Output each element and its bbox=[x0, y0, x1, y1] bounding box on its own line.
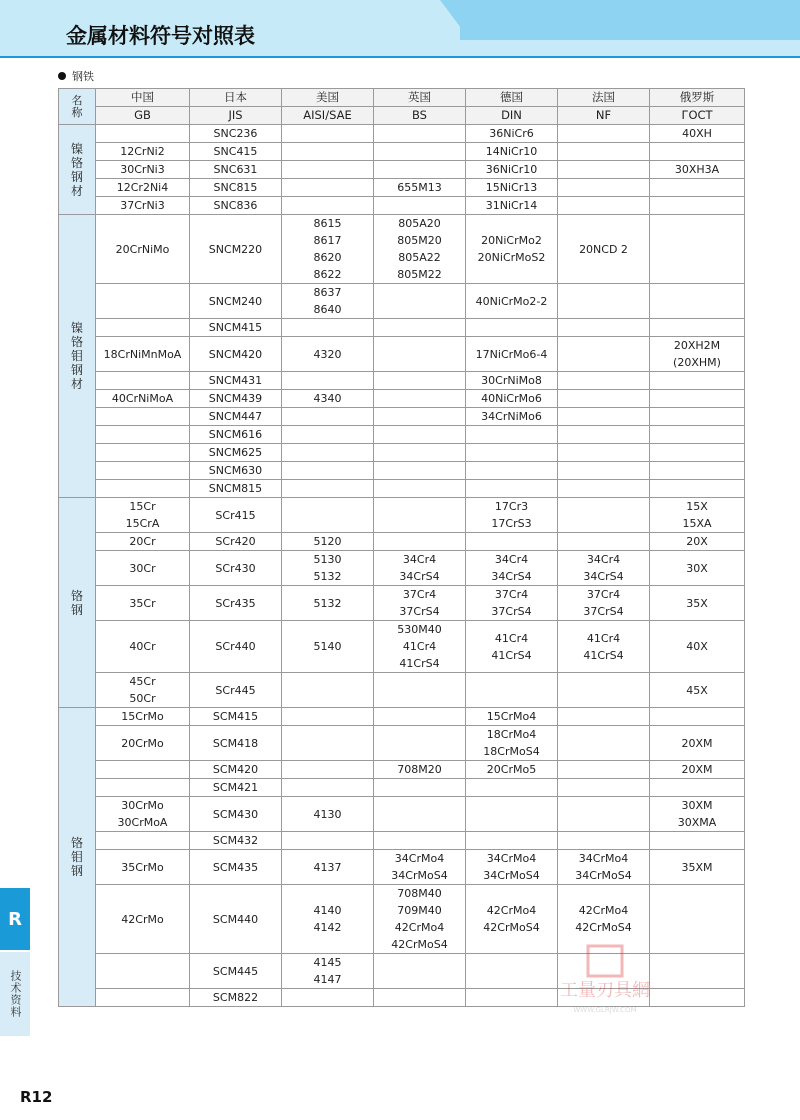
table-cell bbox=[466, 954, 558, 989]
table-row bbox=[59, 533, 745, 551]
table-cell: SNCM625 bbox=[190, 444, 282, 462]
table-cell: 15CrMo bbox=[96, 708, 190, 726]
table-cell: 35XM bbox=[650, 850, 745, 885]
table-cell bbox=[558, 179, 650, 197]
table-cell bbox=[558, 125, 650, 143]
table-cell bbox=[96, 426, 190, 444]
table-cell: 41Cr4 41CrS4 bbox=[466, 621, 558, 673]
table-row bbox=[59, 215, 745, 284]
table-row bbox=[59, 179, 745, 197]
table-cell: SCM418 bbox=[190, 726, 282, 761]
table-row bbox=[59, 408, 745, 426]
table-cell: SCM435 bbox=[190, 850, 282, 885]
table-cell bbox=[558, 480, 650, 498]
table-row bbox=[59, 832, 745, 850]
table-cell bbox=[466, 444, 558, 462]
country-header: 俄罗斯 bbox=[650, 89, 745, 107]
table-cell bbox=[282, 761, 374, 779]
table-cell: SCM822 bbox=[190, 989, 282, 1007]
table-cell: 42CrMo4 42CrMoS4 bbox=[466, 885, 558, 954]
table-cell bbox=[282, 480, 374, 498]
table-cell: 35CrMo bbox=[96, 850, 190, 885]
bullet-icon bbox=[58, 72, 66, 80]
table-cell bbox=[558, 498, 650, 533]
table-row bbox=[59, 779, 745, 797]
table-cell bbox=[374, 954, 466, 989]
table-cell: SNCM815 bbox=[190, 480, 282, 498]
table-cell: SNC415 bbox=[190, 143, 282, 161]
table-cell bbox=[558, 408, 650, 426]
table-cell bbox=[650, 408, 745, 426]
table-cell bbox=[558, 319, 650, 337]
table-cell bbox=[374, 284, 466, 319]
table-cell bbox=[96, 989, 190, 1007]
table-cell: 18CrNiMnMoA bbox=[96, 337, 190, 372]
table-cell bbox=[374, 779, 466, 797]
category-cell: 镍 铬 钢 材 bbox=[59, 125, 96, 215]
table-cell: 30Cr bbox=[96, 551, 190, 586]
table-row bbox=[59, 989, 745, 1007]
header-accent-fill bbox=[460, 0, 800, 40]
table-cell bbox=[374, 726, 466, 761]
country-header: 法国 bbox=[558, 89, 650, 107]
table-cell bbox=[650, 708, 745, 726]
page-number: R12 bbox=[20, 1088, 53, 1106]
table-row bbox=[59, 551, 745, 586]
table-cell bbox=[282, 708, 374, 726]
table-cell bbox=[282, 426, 374, 444]
table-cell: 40X bbox=[650, 621, 745, 673]
side-tab-letter[interactable]: R bbox=[0, 888, 30, 950]
table-cell bbox=[282, 832, 374, 850]
table-cell bbox=[650, 426, 745, 444]
table-cell: SNC836 bbox=[190, 197, 282, 215]
page-title: 金属材料符号对照表 bbox=[66, 24, 255, 48]
table-cell bbox=[282, 498, 374, 533]
table-cell: 5132 bbox=[282, 586, 374, 621]
table-cell bbox=[466, 797, 558, 832]
category-cell: 镍 铬 钼 钢 材 bbox=[59, 215, 96, 498]
table-cell bbox=[374, 797, 466, 832]
table-cell bbox=[650, 390, 745, 408]
table-cell: 30XM 30XMA bbox=[650, 797, 745, 832]
table-cell: SNC236 bbox=[190, 125, 282, 143]
table-cell: 20CrMo bbox=[96, 726, 190, 761]
table-cell: SNCM447 bbox=[190, 408, 282, 426]
table-row bbox=[59, 372, 745, 390]
table-cell bbox=[374, 372, 466, 390]
table-cell: 40Cr bbox=[96, 621, 190, 673]
table-cell: 530M40 41Cr4 41CrS4 bbox=[374, 621, 466, 673]
table-cell bbox=[558, 989, 650, 1007]
table-cell bbox=[466, 319, 558, 337]
table-cell: SNCM240 bbox=[190, 284, 282, 319]
table-cell: 37CrNi3 bbox=[96, 197, 190, 215]
table-cell: SCM421 bbox=[190, 779, 282, 797]
table-cell bbox=[650, 462, 745, 480]
table-cell bbox=[466, 989, 558, 1007]
table-cell: 37Cr4 37CrS4 bbox=[466, 586, 558, 621]
table-cell: 8615 8617 8620 8622 bbox=[282, 215, 374, 284]
side-tab-label bbox=[0, 952, 30, 1036]
table-cell bbox=[374, 989, 466, 1007]
table-row bbox=[59, 284, 745, 319]
table-cell: 5120 bbox=[282, 533, 374, 551]
table-cell bbox=[96, 319, 190, 337]
table-row bbox=[59, 850, 745, 885]
table-body bbox=[59, 125, 745, 1007]
table-cell bbox=[282, 197, 374, 215]
table-cell bbox=[282, 444, 374, 462]
table-cell bbox=[282, 462, 374, 480]
country-header: 英国 bbox=[374, 89, 466, 107]
section-label bbox=[58, 68, 94, 84]
table-cell bbox=[96, 408, 190, 426]
table-cell bbox=[650, 779, 745, 797]
table-cell: SCM432 bbox=[190, 832, 282, 850]
table-cell bbox=[558, 337, 650, 372]
table-cell bbox=[374, 408, 466, 426]
table-cell bbox=[282, 989, 374, 1007]
table-cell: 36NiCr10 bbox=[466, 161, 558, 179]
table-cell bbox=[558, 462, 650, 480]
country-header: 中国 bbox=[96, 89, 190, 107]
table-cell bbox=[558, 832, 650, 850]
table-cell bbox=[650, 319, 745, 337]
table-cell: 31NiCr14 bbox=[466, 197, 558, 215]
table-cell bbox=[558, 533, 650, 551]
table-cell: 40NiCrMo6 bbox=[466, 390, 558, 408]
table-cell: 34CrMo4 34CrMoS4 bbox=[374, 850, 466, 885]
table-cell bbox=[650, 989, 745, 1007]
table-cell bbox=[282, 372, 374, 390]
table-cell: 4320 bbox=[282, 337, 374, 372]
watermark-text: 工量刃具網 bbox=[560, 980, 650, 1001]
table-cell bbox=[282, 408, 374, 426]
standard-header: DIN bbox=[466, 107, 558, 125]
table-cell: 4137 bbox=[282, 850, 374, 885]
table-cell: 18CrMo4 18CrMoS4 bbox=[466, 726, 558, 761]
table-cell bbox=[558, 284, 650, 319]
table-cell bbox=[558, 161, 650, 179]
table-cell: SNCM630 bbox=[190, 462, 282, 480]
table-cell: 36NiCr6 bbox=[466, 125, 558, 143]
table-cell: 5130 5132 bbox=[282, 551, 374, 586]
table-cell bbox=[650, 444, 745, 462]
table-cell: 30CrNi3 bbox=[96, 161, 190, 179]
table-cell bbox=[558, 390, 650, 408]
table-cell bbox=[558, 954, 650, 989]
table-cell bbox=[282, 179, 374, 197]
table-cell: 20X bbox=[650, 533, 745, 551]
table-cell: SNCM439 bbox=[190, 390, 282, 408]
table-cell: 20XH2M (20XHM) bbox=[650, 337, 745, 372]
section-label-text: 钢铁 bbox=[72, 70, 94, 83]
table-cell: 40XH bbox=[650, 125, 745, 143]
category-cell: 铬 钢 bbox=[59, 498, 96, 708]
standard-header: AISI/SAE bbox=[282, 107, 374, 125]
table-cell bbox=[466, 462, 558, 480]
table-cell bbox=[96, 125, 190, 143]
table-cell bbox=[558, 797, 650, 832]
table-row bbox=[59, 444, 745, 462]
table-cell bbox=[374, 533, 466, 551]
table-cell bbox=[650, 197, 745, 215]
table-cell: 30X bbox=[650, 551, 745, 586]
table-cell bbox=[650, 284, 745, 319]
table-row bbox=[59, 319, 745, 337]
table-cell bbox=[558, 726, 650, 761]
table-cell: SCM420 bbox=[190, 761, 282, 779]
table-cell: 15Cr 15CrA bbox=[96, 498, 190, 533]
table-cell: 17Cr3 17CrS3 bbox=[466, 498, 558, 533]
table-cell: 37Cr4 37CrS4 bbox=[558, 586, 650, 621]
table-row bbox=[59, 586, 745, 621]
table-row bbox=[59, 621, 745, 673]
watermark-url: WWW.GLRJW.COM bbox=[573, 1006, 637, 1014]
standard-header: JIS bbox=[190, 107, 282, 125]
name-header: 名 称 bbox=[59, 89, 96, 125]
table-cell: 30CrMo 30CrMoA bbox=[96, 797, 190, 832]
material-symbol-table bbox=[58, 88, 745, 1007]
table-cell bbox=[650, 215, 745, 284]
table-row bbox=[59, 797, 745, 832]
table-cell: 20XM bbox=[650, 761, 745, 779]
table-cell: 20CrMo5 bbox=[466, 761, 558, 779]
table-cell: 34CrMo4 34CrMoS4 bbox=[466, 850, 558, 885]
table-cell: 4130 bbox=[282, 797, 374, 832]
table-row bbox=[59, 161, 745, 179]
table-cell bbox=[558, 426, 650, 444]
table-cell bbox=[96, 284, 190, 319]
table-cell: 708M40 709M40 42CrMo4 42CrMoS4 bbox=[374, 885, 466, 954]
table-cell: 12Cr2Ni4 bbox=[96, 179, 190, 197]
table-cell bbox=[466, 673, 558, 708]
table-cell bbox=[374, 480, 466, 498]
table-cell: 5140 bbox=[282, 621, 374, 673]
table-cell bbox=[374, 319, 466, 337]
standard-header: BS bbox=[374, 107, 466, 125]
table-cell: 30XH3A bbox=[650, 161, 745, 179]
table-cell bbox=[374, 143, 466, 161]
table-cell: SCr420 bbox=[190, 533, 282, 551]
table-cell: SNCM431 bbox=[190, 372, 282, 390]
table-cell bbox=[558, 143, 650, 161]
table-cell: 45Cr 50Cr bbox=[96, 673, 190, 708]
table-cell: 17NiCrMo6-4 bbox=[466, 337, 558, 372]
table-cell: 20NCD 2 bbox=[558, 215, 650, 284]
table-cell: 34CrNiMo6 bbox=[466, 408, 558, 426]
table-cell: SCM440 bbox=[190, 885, 282, 954]
table-cell bbox=[374, 337, 466, 372]
table-cell bbox=[466, 480, 558, 498]
table-cell: SCr435 bbox=[190, 586, 282, 621]
table-cell: 4340 bbox=[282, 390, 374, 408]
table-cell: SNC815 bbox=[190, 179, 282, 197]
table-cell: 20Cr bbox=[96, 533, 190, 551]
table-cell: SCM430 bbox=[190, 797, 282, 832]
table-cell bbox=[650, 372, 745, 390]
table-row bbox=[59, 337, 745, 372]
table-cell bbox=[374, 708, 466, 726]
table-cell bbox=[374, 125, 466, 143]
standard-header: GB bbox=[96, 107, 190, 125]
table-cell: SCM445 bbox=[190, 954, 282, 989]
table-cell bbox=[558, 779, 650, 797]
table-cell bbox=[374, 426, 466, 444]
table-cell bbox=[466, 779, 558, 797]
table-cell: 35X bbox=[650, 586, 745, 621]
table-row bbox=[59, 426, 745, 444]
table-cell bbox=[96, 444, 190, 462]
table-cell: 805A20 805M20 805A22 805M22 bbox=[374, 215, 466, 284]
table-cell bbox=[374, 462, 466, 480]
table-cell bbox=[650, 480, 745, 498]
table-cell bbox=[558, 708, 650, 726]
table-cell: 4140 4142 bbox=[282, 885, 374, 954]
table-cell: 34Cr4 34CrS4 bbox=[374, 551, 466, 586]
table-row bbox=[59, 390, 745, 408]
table-cell bbox=[282, 143, 374, 161]
table-cell: SCr440 bbox=[190, 621, 282, 673]
table-row bbox=[59, 480, 745, 498]
table-cell bbox=[466, 832, 558, 850]
table-cell: SNCM415 bbox=[190, 319, 282, 337]
table-cell bbox=[558, 372, 650, 390]
table-cell: SCr415 bbox=[190, 498, 282, 533]
table-cell bbox=[374, 832, 466, 850]
table-cell bbox=[558, 761, 650, 779]
table-cell: 45X bbox=[650, 673, 745, 708]
table-cell bbox=[96, 761, 190, 779]
table-cell bbox=[374, 444, 466, 462]
table-cell bbox=[96, 832, 190, 850]
table-cell: 15NiCr13 bbox=[466, 179, 558, 197]
table-row bbox=[59, 498, 745, 533]
table-cell bbox=[282, 125, 374, 143]
table-cell: 40CrNiMoA bbox=[96, 390, 190, 408]
table-cell bbox=[96, 372, 190, 390]
table-cell: 30CrNiMo8 bbox=[466, 372, 558, 390]
table-row bbox=[59, 761, 745, 779]
table-cell: 12CrNi2 bbox=[96, 143, 190, 161]
side-tab-label-text: 技术资料 bbox=[9, 970, 22, 1018]
table-row bbox=[59, 125, 745, 143]
table-cell bbox=[374, 161, 466, 179]
table-cell: 35Cr bbox=[96, 586, 190, 621]
table-cell bbox=[96, 480, 190, 498]
table-cell: SNC631 bbox=[190, 161, 282, 179]
table-cell: 8637 8640 bbox=[282, 284, 374, 319]
table-row bbox=[59, 673, 745, 708]
category-cell: 铬 钼 钢 bbox=[59, 708, 96, 1007]
table-cell bbox=[558, 444, 650, 462]
header-row-countries bbox=[59, 89, 745, 107]
country-header: 日本 bbox=[190, 89, 282, 107]
table-cell: 40NiCrMo2-2 bbox=[466, 284, 558, 319]
table-cell bbox=[374, 390, 466, 408]
table-cell: 708M20 bbox=[374, 761, 466, 779]
table-cell: 655M13 bbox=[374, 179, 466, 197]
table-cell bbox=[374, 673, 466, 708]
table-cell: 20NiCrMo2 20NiCrMoS2 bbox=[466, 215, 558, 284]
table-cell bbox=[466, 533, 558, 551]
standard-header: ГОСТ bbox=[650, 107, 745, 125]
table-cell: SNCM220 bbox=[190, 215, 282, 284]
table-cell bbox=[96, 462, 190, 480]
table-cell: 41Cr4 41CrS4 bbox=[558, 621, 650, 673]
table-cell: SCr445 bbox=[190, 673, 282, 708]
table-cell bbox=[282, 726, 374, 761]
table-cell: 34Cr4 34CrS4 bbox=[466, 551, 558, 586]
country-header: 德国 bbox=[466, 89, 558, 107]
header-row-standards bbox=[59, 107, 745, 125]
table-cell bbox=[282, 319, 374, 337]
table-row bbox=[59, 885, 745, 954]
table-cell bbox=[282, 673, 374, 708]
table-cell: 20CrNiMo bbox=[96, 215, 190, 284]
table-cell: 42CrMo bbox=[96, 885, 190, 954]
table-cell bbox=[282, 779, 374, 797]
table-row bbox=[59, 462, 745, 480]
table-cell bbox=[374, 498, 466, 533]
table-cell bbox=[96, 779, 190, 797]
table-cell bbox=[650, 885, 745, 954]
table-cell: 20XM bbox=[650, 726, 745, 761]
table-cell bbox=[650, 954, 745, 989]
table-row bbox=[59, 143, 745, 161]
table-cell: 37Cr4 37CrS4 bbox=[374, 586, 466, 621]
table-cell: SNCM420 bbox=[190, 337, 282, 372]
table-cell: 14NiCr10 bbox=[466, 143, 558, 161]
table-cell: 42CrMo4 42CrMoS4 bbox=[558, 885, 650, 954]
table-cell bbox=[96, 954, 190, 989]
table-row bbox=[59, 708, 745, 726]
table-cell: SCr430 bbox=[190, 551, 282, 586]
table-cell: 4145 4147 bbox=[282, 954, 374, 989]
table-cell bbox=[650, 143, 745, 161]
table-cell: 34CrMo4 34CrMoS4 bbox=[558, 850, 650, 885]
table-cell bbox=[650, 179, 745, 197]
table-cell: SCM415 bbox=[190, 708, 282, 726]
table-cell bbox=[374, 197, 466, 215]
table-row bbox=[59, 197, 745, 215]
table-row bbox=[59, 726, 745, 761]
table-cell: 15X 15XA bbox=[650, 498, 745, 533]
table-cell: 15CrMo4 bbox=[466, 708, 558, 726]
table-cell bbox=[466, 426, 558, 444]
table-cell bbox=[650, 832, 745, 850]
table-cell bbox=[282, 161, 374, 179]
header-rule bbox=[0, 56, 800, 58]
table-cell: SNCM616 bbox=[190, 426, 282, 444]
table-row bbox=[59, 954, 745, 989]
standard-header: NF bbox=[558, 107, 650, 125]
country-header: 美国 bbox=[282, 89, 374, 107]
table-cell bbox=[558, 673, 650, 708]
table-cell bbox=[558, 197, 650, 215]
table-cell: 34Cr4 34CrS4 bbox=[558, 551, 650, 586]
